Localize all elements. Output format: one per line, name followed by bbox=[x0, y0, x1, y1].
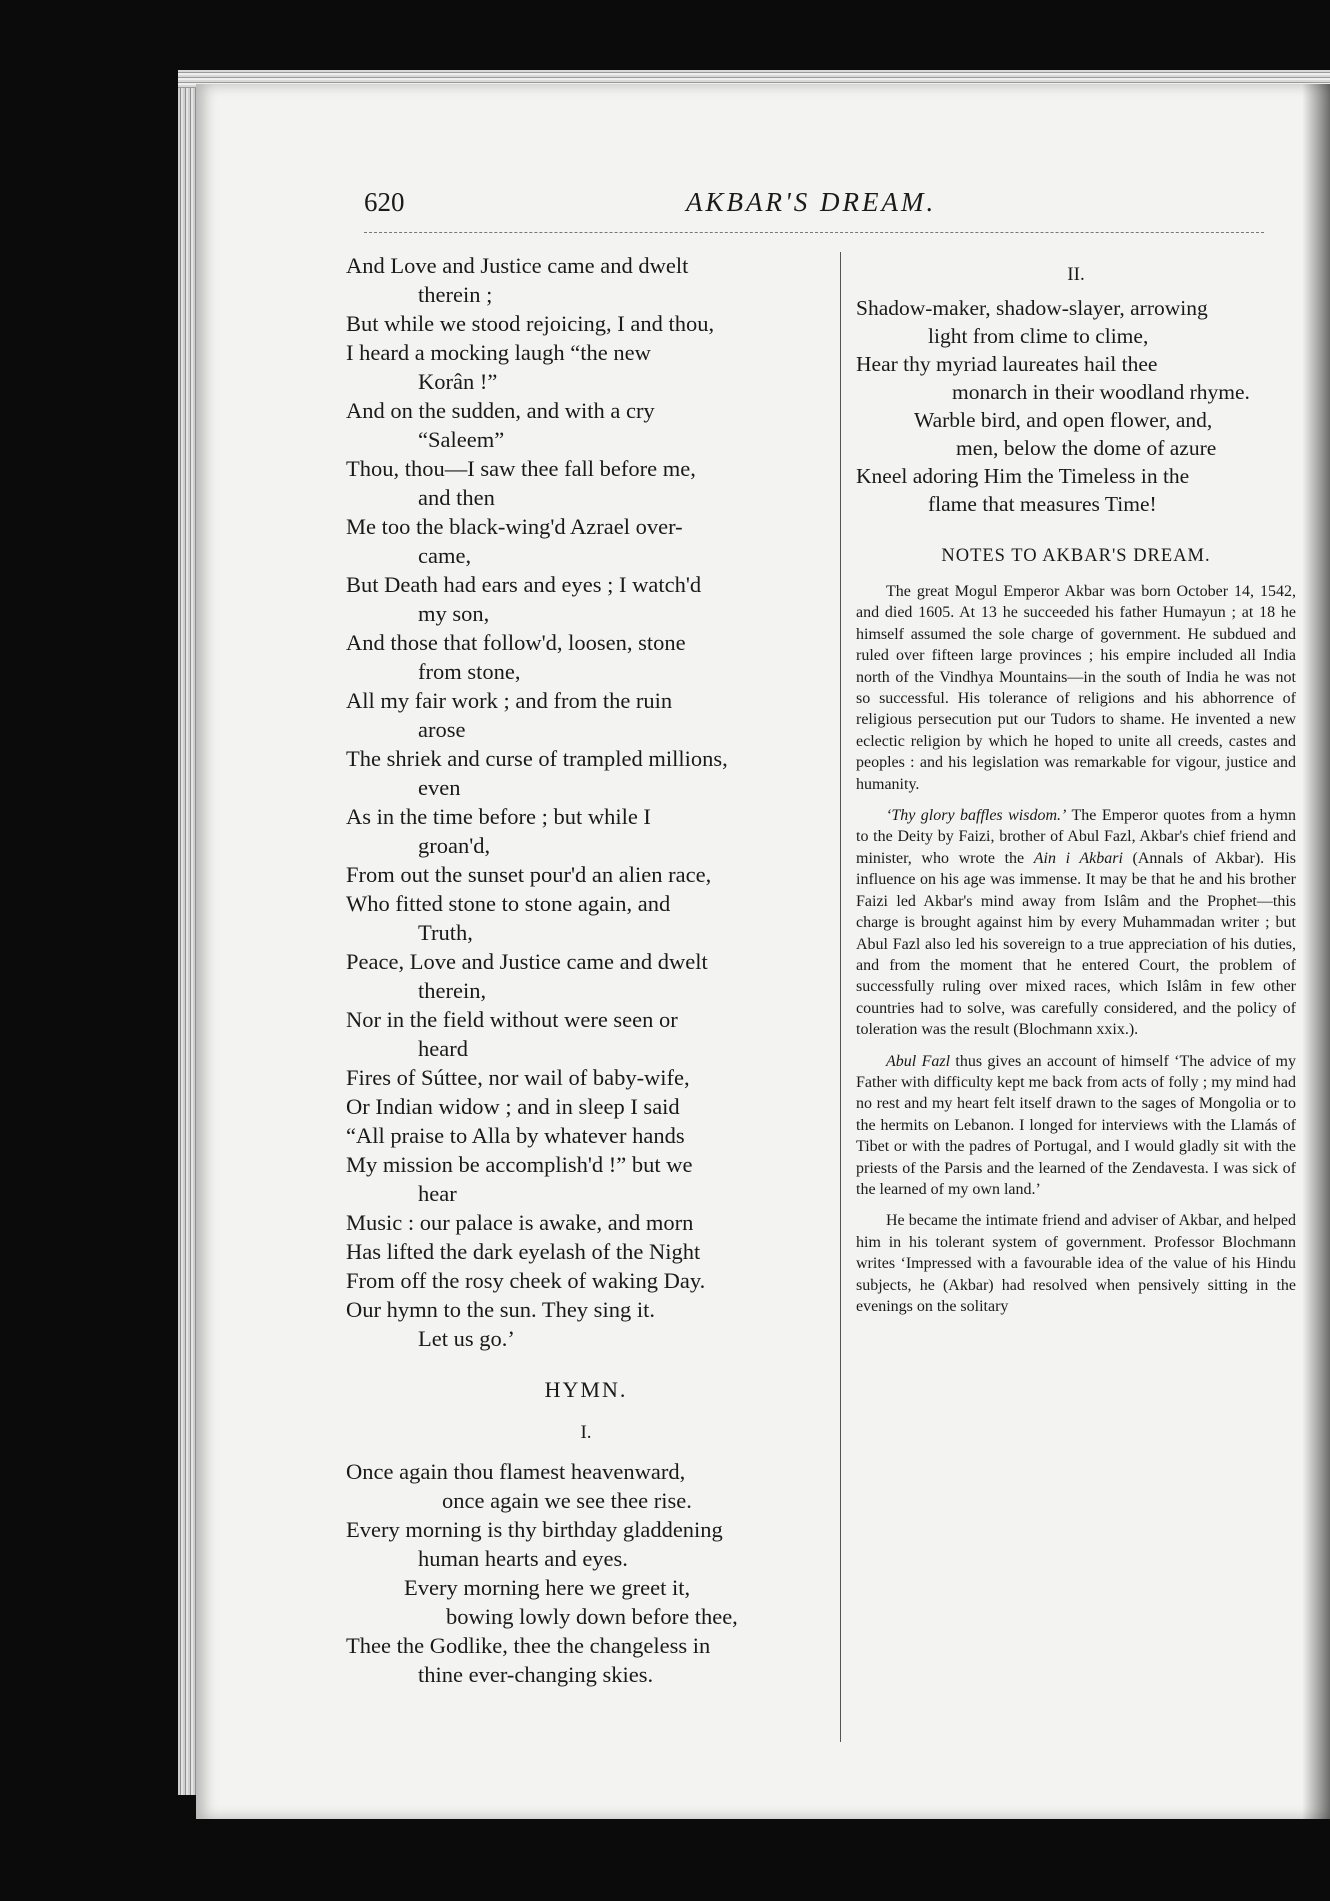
verse-line: monarch in their woodland rhyme. bbox=[952, 380, 1250, 404]
verse-line: arose bbox=[418, 717, 466, 742]
book-page bbox=[196, 84, 1330, 1819]
verse-line: light from clime to clime, bbox=[928, 324, 1149, 348]
verse-line: thine ever-changing skies. bbox=[418, 1662, 654, 1687]
verse-line: But Death had ears and eyes ; I watch'd bbox=[346, 572, 702, 597]
verse-line: came, bbox=[418, 543, 472, 568]
verse-line: Nor in the field without were seen or bbox=[346, 1007, 678, 1032]
verse-line: As in the time before ; but while I bbox=[346, 804, 651, 829]
verse-line: Who fitted stone to stone again, and bbox=[346, 891, 671, 916]
verse-line: Kneel adoring Him the Timeless in the bbox=[856, 464, 1190, 488]
column-divider bbox=[840, 252, 841, 1742]
verse-line: Once again thou flamest heavenward, bbox=[346, 1459, 686, 1484]
verse-line: “Saleem” bbox=[418, 427, 505, 452]
hymn-part-two-lines bbox=[856, 294, 1296, 518]
quoted-phrase: ‘Thy glory baffles wisdom.’ bbox=[886, 807, 1067, 825]
verse-line: Korân !” bbox=[418, 369, 498, 394]
poem-lines bbox=[346, 251, 826, 1353]
verse-line: from stone, bbox=[418, 659, 521, 684]
verse-line: Or Indian widow ; and in sleep I said bbox=[346, 1094, 680, 1119]
left-column bbox=[346, 251, 826, 1689]
verse-line: My mission be accomplish'd !” but we bbox=[346, 1152, 693, 1177]
verse-line: Music : our palace is awake, and morn bbox=[346, 1210, 694, 1235]
note-text: thus gives an account of himself ‘The advice of my Father with difficulty kept me back from acts of folly ; my mind had no rest and my heart felt itself drawn to the sages of Mongolia or to the hermits on Lebanon. I longed for interviews with the Llamás of Tibet or with the padres of Portugal, and I would gladly sit with the priests of the Parsis and the learned of the Zendavesta. I was sick of the learned of my own land.’ bbox=[856, 1052, 1296, 1198]
verse-line: Fires of Súttee, nor wail of baby-wife, bbox=[346, 1065, 690, 1090]
verse-line: once again we see thee rise. bbox=[442, 1488, 692, 1513]
gutter-shadow bbox=[1302, 84, 1330, 1819]
verse-line: Our hymn to the sun. They sing it. bbox=[346, 1297, 655, 1322]
verse-line: my son, bbox=[418, 601, 490, 626]
right-column bbox=[856, 264, 1296, 1327]
verse-line: And those that follow'd, loosen, stone bbox=[346, 630, 686, 655]
running-title: AKBAR'S DREAM. bbox=[686, 187, 937, 217]
notes-title: NOTES TO AKBAR'S DREAM. bbox=[941, 546, 1211, 566]
verse-line: From off the rosy cheek of waking Day. bbox=[346, 1268, 706, 1293]
verse-line: Truth, bbox=[418, 920, 473, 945]
hymn-title: HYMN. bbox=[544, 1377, 628, 1402]
note-paragraph: He became the intimate friend and adviser of Akbar, and helped him in his tolerant system of government. Professor Blochmann writes ‘Impressed with a favourable idea of the value of his Hindu subjects, he (Akbar) had resolved when pensively sitting in the evenings on the solitary bbox=[856, 1212, 1296, 1315]
book-title: Ain i Akbari bbox=[1033, 849, 1123, 867]
book-page-edges bbox=[178, 70, 198, 1795]
verse-line: even bbox=[418, 775, 461, 800]
page-number: 620 bbox=[364, 187, 405, 217]
verse-line: bowing lowly down before thee, bbox=[446, 1604, 738, 1629]
verse-line: Peace, Love and Justice came and dwelt bbox=[346, 949, 708, 974]
verse-line: And Love and Justice came and dwelt bbox=[346, 253, 689, 278]
verse-line: Thou, thou—I saw thee fall before me, bbox=[346, 456, 696, 481]
verse-line: men, below the dome of azure bbox=[956, 436, 1217, 460]
verse-line: Shadow-maker, shadow-slayer, arrowing bbox=[856, 296, 1208, 320]
verse-line: Every morning is thy birthday gladdening bbox=[346, 1517, 723, 1542]
hymn-part-one-lines bbox=[346, 1457, 826, 1689]
verse-line: groan'd, bbox=[418, 833, 491, 858]
verse-line: But while we stood rejoicing, I and thou, bbox=[346, 311, 715, 336]
verse-line: therein, bbox=[418, 978, 487, 1003]
note-text: (Annals of Akbar). His influence on his age was immense. It may be that he and his brother Faizi led Akbar's mind away from Islâm and the Prophet—this charge is brought against him by every Muhammadan writer ; but Abul Fazl also led his sovereign to a true appreciation of his duties, and from the moment that he entered Court, the problem of successfully ruling over mixed races, which Islâm in few other countries had to solve, was carefully considered, and the policy of toleration was the result (Blochmann xxix.). bbox=[856, 849, 1297, 1039]
verse-line: therein ; bbox=[418, 282, 493, 307]
verse-line: I heard a mocking laugh “the new bbox=[346, 340, 651, 365]
note-text: The Emperor quotes from a hymn to the Deity by Faizi, brother of Abul Fazl, Akbar's chief friend and minister, who wrote the bbox=[856, 807, 1297, 867]
verse-line: Hear thy myriad laureates hail thee bbox=[856, 352, 1158, 376]
note-paragraph: The great Mogul Emperor Akbar was born October 14, 1542, and died 1605. At 13 he succeeded his father Humayun ; at 18 he himself assumed the sole charge of government. He subdued and ruled over fifteen large provinces ; his empire included all India north of the Vindhya Mountains—in the south of India he was not so successful. His tolerance of religions and his abhorrence of religious persecution put our Tudors to shame. He invented a new eclectic religion by which he hoped to unite all creeds, castes and peoples : and his legislation was remarkable for vigour, justice and humanity. bbox=[856, 583, 1296, 793]
verse-line: Let us go.’ bbox=[418, 1326, 515, 1351]
verse-line: heard bbox=[418, 1036, 468, 1061]
verse-line: Warble bird, and open flower, and, bbox=[914, 408, 1213, 432]
verse-line: Every morning here we greet it, bbox=[404, 1575, 691, 1600]
verse-line: And on the sudden, and with a cry bbox=[346, 398, 655, 423]
verse-line: Thee the Godlike, thee the changeless in bbox=[346, 1633, 711, 1658]
hymn-part-two-numeral: II. bbox=[1067, 264, 1085, 285]
note-paragraph bbox=[856, 1051, 1296, 1201]
verse-line: “All praise to Alla by whatever hands bbox=[346, 1123, 685, 1148]
verse-line: All my fair work ; and from the ruin bbox=[346, 688, 673, 713]
verse-line: Me too the black-wing'd Azrael over- bbox=[346, 514, 683, 539]
verse-line: and then bbox=[418, 485, 495, 510]
verse-line: From out the sunset pour'd an alien race, bbox=[346, 862, 712, 887]
verse-line: human hearts and eyes. bbox=[418, 1546, 628, 1571]
verse-line: flame that measures Time! bbox=[928, 492, 1157, 516]
hymn-part-one-numeral: I. bbox=[580, 1422, 592, 1443]
verse-line: The shriek and curse of trampled millions, bbox=[346, 746, 728, 771]
verse-line: Has lifted the dark eyelash of the Night bbox=[346, 1239, 701, 1264]
note-paragraph bbox=[856, 805, 1296, 1040]
header-rule bbox=[364, 232, 1264, 233]
author-name: Abul Fazl bbox=[886, 1052, 951, 1070]
verse-line: hear bbox=[418, 1181, 457, 1206]
